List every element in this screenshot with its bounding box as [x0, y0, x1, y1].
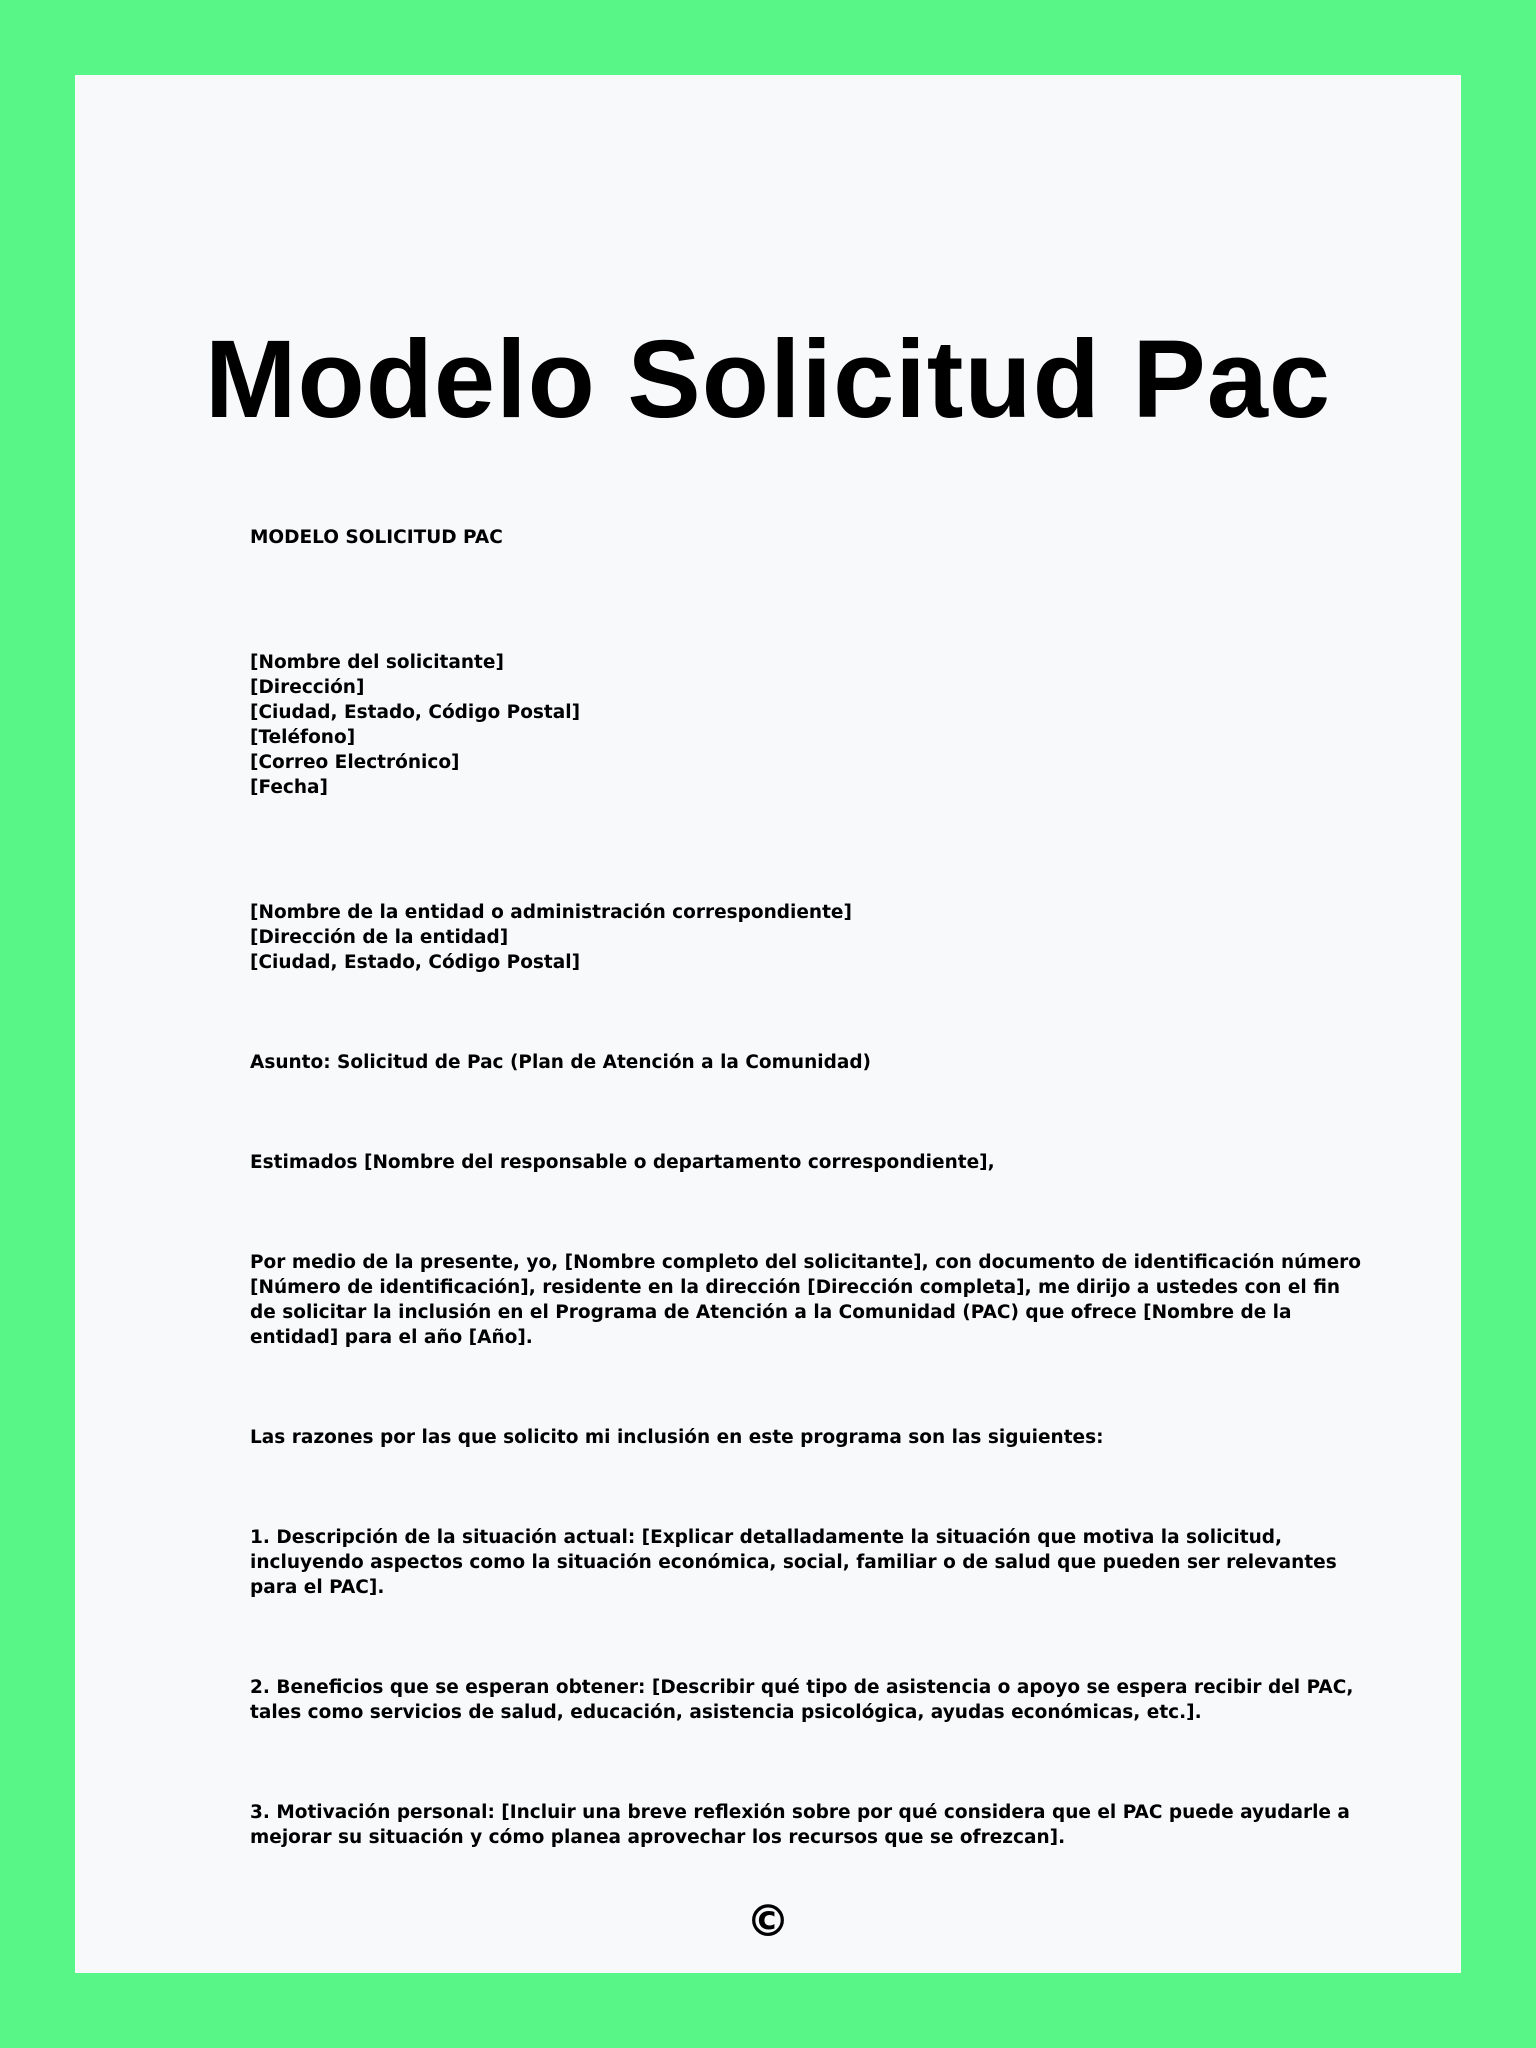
- sender-email: [Correo Electrónico]: [250, 752, 460, 773]
- recipient-block: [250, 900, 1370, 975]
- sender-block: [250, 650, 1370, 800]
- document-heading: MODELO SOLICITUD PAC: [250, 527, 503, 548]
- body-paragraph: 1. Descripción de la situación actual: [Explicar detalladamente la situación que motiva la solicitud, incluyendo aspectos como la situación económica, social, familiar o de salud que pueden ser relevantes para el PAC].: [250, 1527, 1337, 1598]
- document-body: [250, 525, 1370, 1850]
- sender-phone: [Teléfono]: [250, 727, 356, 748]
- sender-name: [Nombre del solicitante]: [250, 652, 504, 673]
- greeting-line: Estimados [Nombre del responsable o departamento correspondiente],: [250, 1152, 995, 1173]
- body-paragraph: 2. Beneficios que se esperan obtener: [Describir qué tipo de asistencia o apoyo se espera recibir del PAC, tales como servicios de salud, educación, asistencia psicológica, ayudas económicas, etc.].: [250, 1677, 1354, 1723]
- document-title: Modelo Solicitud Pac: [204, 318, 1332, 441]
- body-paragraph: Las razones por las que solicito mi inclusión en este programa son las siguientes:: [250, 1427, 1104, 1448]
- subject-line: Asunto: Solicitud de Pac (Plan de Atención a la Comunidad): [250, 1052, 872, 1073]
- sender-address: [Dirección]: [250, 677, 365, 698]
- recipient-city: [Ciudad, Estado, Código Postal]: [250, 952, 581, 973]
- sender-date: [Fecha]: [250, 777, 328, 798]
- recipient-name: [Nombre de la entidad o administración correspondiente]: [250, 902, 852, 923]
- sender-city: [Ciudad, Estado, Código Postal]: [250, 702, 581, 723]
- recipient-address: [Dirección de la entidad]: [250, 927, 509, 948]
- body-paragraph: Por medio de la presente, yo, [Nombre completo del solicitante], con documento de identificación número [Número de identificación], residente en la dirección [Dirección completa], me dirijo a ustedes con el fin de solicitar la inclusión en el Programa de Atención a la Comunidad (PAC) que ofrece [Nombre de la entidad] para el año [Año].: [250, 1252, 1361, 1348]
- document-page: [75, 75, 1461, 1973]
- body-paragraph: 3. Motivación personal: [Incluir una breve reflexión sobre por qué considera que el PAC puede ayudarle a mejorar su situación y cómo planea aprovechar los recursos que se ofrezcan].: [250, 1802, 1350, 1848]
- copyright-icon: ©: [746, 1896, 790, 1947]
